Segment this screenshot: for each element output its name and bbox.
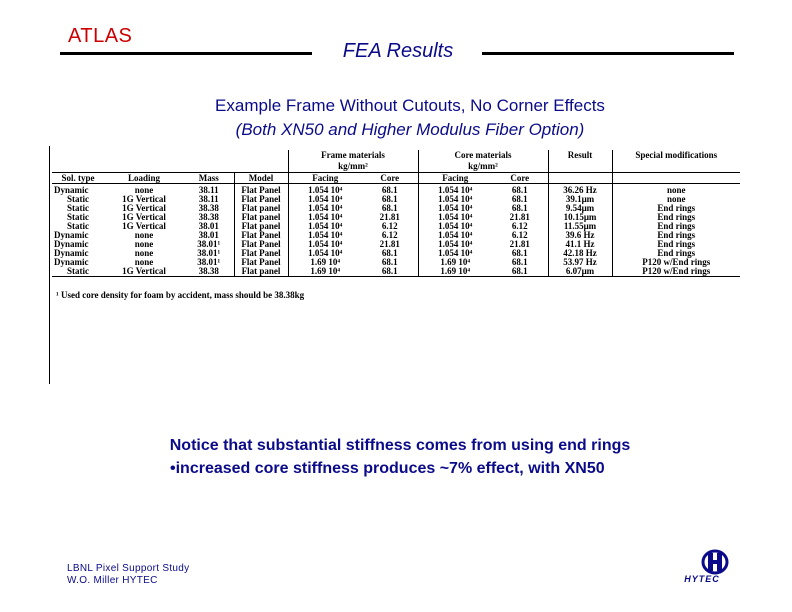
table-cell: End rings: [612, 204, 740, 213]
table-cell: Flat Panel: [234, 231, 288, 240]
table-cell: End rings: [612, 249, 740, 258]
table-cell: 1.054 10⁴: [418, 231, 492, 240]
table-cell: Static: [67, 203, 89, 213]
table-cell: Flat Panel: [234, 195, 288, 204]
brand-label: ATLAS: [68, 25, 133, 47]
table-cell: 1.054 10⁴: [288, 195, 362, 204]
table-cell: End rings: [612, 240, 740, 249]
title-rule-right: [482, 52, 734, 55]
table-cell: 1.054 10⁴: [288, 213, 362, 222]
results-table: [52, 150, 740, 277]
column-header: Model: [234, 173, 288, 184]
table-cell: 1.054 10⁴: [418, 184, 492, 196]
table-cell: none: [134, 257, 154, 267]
table-cell: 10.15μm: [548, 213, 612, 222]
column-header: Loading: [104, 173, 184, 184]
table-cell: End rings: [612, 222, 740, 231]
table-cell: 68.1: [511, 194, 528, 204]
table-cell: 1.054 10⁴: [418, 222, 492, 231]
table-cell: Flat panel: [234, 213, 288, 222]
table-cell: 1.69 10⁴: [418, 258, 492, 267]
table-cell: 1.69 10⁴: [288, 267, 362, 277]
table-cell: 38.38: [198, 203, 219, 213]
table-cell: none: [134, 239, 154, 249]
table-cell: 1.054 10⁴: [418, 204, 492, 213]
table-cell: 1.054 10⁴: [288, 240, 362, 249]
table-cell: 9.54μm: [548, 204, 612, 213]
table-cell: 1.054 10⁴: [288, 231, 362, 240]
column-header: [612, 173, 740, 184]
table-cell: 68.1: [511, 185, 528, 195]
group-header-result: Result: [548, 150, 612, 160]
table-cell: Flat Panel: [234, 240, 288, 249]
table-cell: 1G Vertical: [122, 212, 166, 222]
table-cell: 39.6 Hz: [548, 231, 612, 240]
table-cell: 6.07μm: [548, 267, 612, 277]
table-cell: 1.054 10⁴: [418, 213, 492, 222]
table-cell: Flat Panel: [234, 249, 288, 258]
table-cell: Static: [67, 212, 89, 222]
table-cell: none: [612, 195, 740, 204]
column-header: Core: [492, 173, 548, 184]
table-cell: 38.01¹: [197, 257, 221, 267]
title-rule-left: [60, 52, 312, 55]
table-cell: 1.054 10⁴: [418, 195, 492, 204]
table-cell: 38.01: [198, 230, 219, 240]
table-cell: none: [612, 184, 740, 196]
table-cell: End rings: [612, 213, 740, 222]
table-cell: 11.55μm: [548, 222, 612, 231]
table-cell: 38.01¹: [197, 239, 221, 249]
table-row: [52, 267, 740, 277]
table-cell: 1.69 10⁴: [288, 258, 362, 267]
table-cell: 6.12: [381, 221, 398, 231]
table-cell: Flat panel: [234, 204, 288, 213]
table-cell: Dynamic: [54, 185, 89, 195]
table-cell: Flat panel: [234, 267, 288, 277]
table-cell: Static: [52, 267, 104, 277]
table-cell: 68.1: [492, 267, 548, 277]
table-cell: 68.1: [511, 248, 528, 258]
table-cell: Dynamic: [54, 248, 89, 258]
table-cell: 38.38: [184, 267, 234, 277]
column-header: Sol. type: [52, 173, 104, 184]
table-cell: 1.69 10⁴: [418, 267, 492, 277]
notice-line-2: •increased core stiffness produces ~7% effect, with XN50: [170, 460, 605, 477]
table-cell: 21.81: [379, 239, 400, 249]
notice-line-1: Notice that substantial stiffness comes from using end rings: [169, 437, 631, 454]
group-units-core: kg/mm²: [418, 160, 548, 173]
column-header: Mass: [184, 173, 234, 184]
table-cell: 21.81: [509, 239, 530, 249]
table-cell: 6.12: [511, 221, 528, 231]
group-header-frame: Frame materials: [288, 150, 418, 160]
group-units-frame: kg/mm²: [288, 160, 418, 173]
table-cell: 38.11: [198, 194, 219, 204]
table-cell: none: [134, 230, 154, 240]
table-cell: Flat Panel: [234, 258, 288, 267]
slide-title: FEA Results: [342, 40, 454, 62]
table-cell: 41.1 Hz: [548, 240, 612, 249]
table-cell: Flat panel: [234, 222, 288, 231]
table-cell: 38.11: [198, 185, 219, 195]
table-cell: 21.81: [509, 212, 530, 222]
table-cell: 6.12: [381, 230, 398, 240]
table-cell: 68.1: [381, 257, 398, 267]
table-cell: 1.054 10⁴: [288, 222, 362, 231]
table-cell: 68.1: [381, 185, 398, 195]
footer-line-1: LBNL Pixel Support Study: [67, 563, 190, 574]
table-cell: Static: [67, 221, 89, 231]
table-footnote: ¹ Used core density for foam by accident, mass should be 38.38kg: [56, 290, 305, 300]
table-cell: 42.18 Hz: [548, 249, 612, 258]
table-cell: P120 w/End rings: [612, 267, 740, 277]
table-cell: 1.054 10⁴: [288, 184, 362, 196]
table-cell: 68.1: [381, 194, 398, 204]
table-cell: 38.01: [198, 221, 219, 231]
table-cell: 1.054 10⁴: [288, 249, 362, 258]
table-cell: 1.054 10⁴: [418, 249, 492, 258]
table-cell: 1.054 10⁴: [288, 204, 362, 213]
group-header-special: Special modifications: [612, 150, 740, 160]
table-cell: End rings: [612, 231, 740, 240]
table-cell: 38.38: [198, 212, 219, 222]
table-cell: none: [134, 185, 154, 195]
column-header: [548, 173, 612, 184]
table-cell: none: [134, 248, 154, 258]
subtitle-line-1: Example Frame Without Cutouts, No Corner Effects: [215, 96, 605, 115]
table-cell: 1G Vertical: [104, 267, 184, 277]
table-cell: 68.1: [381, 203, 398, 213]
logo-text: HYTEC: [684, 574, 720, 584]
table-cell: 6.12: [511, 230, 528, 240]
table-cell: 1G Vertical: [122, 221, 166, 231]
column-header: Facing: [418, 173, 492, 184]
column-header: Facing: [288, 173, 362, 184]
table-cell: 38.01¹: [197, 248, 221, 258]
table-cell: P120 w/End rings: [612, 258, 740, 267]
column-header: Core: [362, 173, 418, 184]
table-cell: Dynamic: [54, 257, 89, 267]
group-header-core: Core materials: [418, 150, 548, 160]
table-cell: 53.97 Hz: [548, 258, 612, 267]
table-cell: 1G Vertical: [122, 194, 166, 204]
table-cell: Dynamic: [54, 230, 89, 240]
table-cell: 1G Vertical: [122, 203, 166, 213]
table-cell: 68.1: [511, 203, 528, 213]
table-cell: 21.81: [379, 212, 400, 222]
table-cell: Dynamic: [54, 239, 89, 249]
footer-line-2: W.O. Miller HYTEC: [67, 575, 158, 586]
table-cell: 68.1: [362, 267, 418, 277]
table-cell: Flat Panel: [234, 184, 288, 196]
table-cell: 68.1: [381, 248, 398, 258]
table-cell: Static: [67, 194, 89, 204]
table-image-border: [49, 146, 50, 384]
table-cell: 36.26 Hz: [548, 184, 612, 196]
subtitle-line-2: (Both XN50 and Higher Modulus Fiber Option): [235, 120, 585, 139]
table-cell: 68.1: [511, 257, 528, 267]
table-cell: 1.054 10⁴: [418, 240, 492, 249]
table-cell: 39.1μm: [548, 195, 612, 204]
